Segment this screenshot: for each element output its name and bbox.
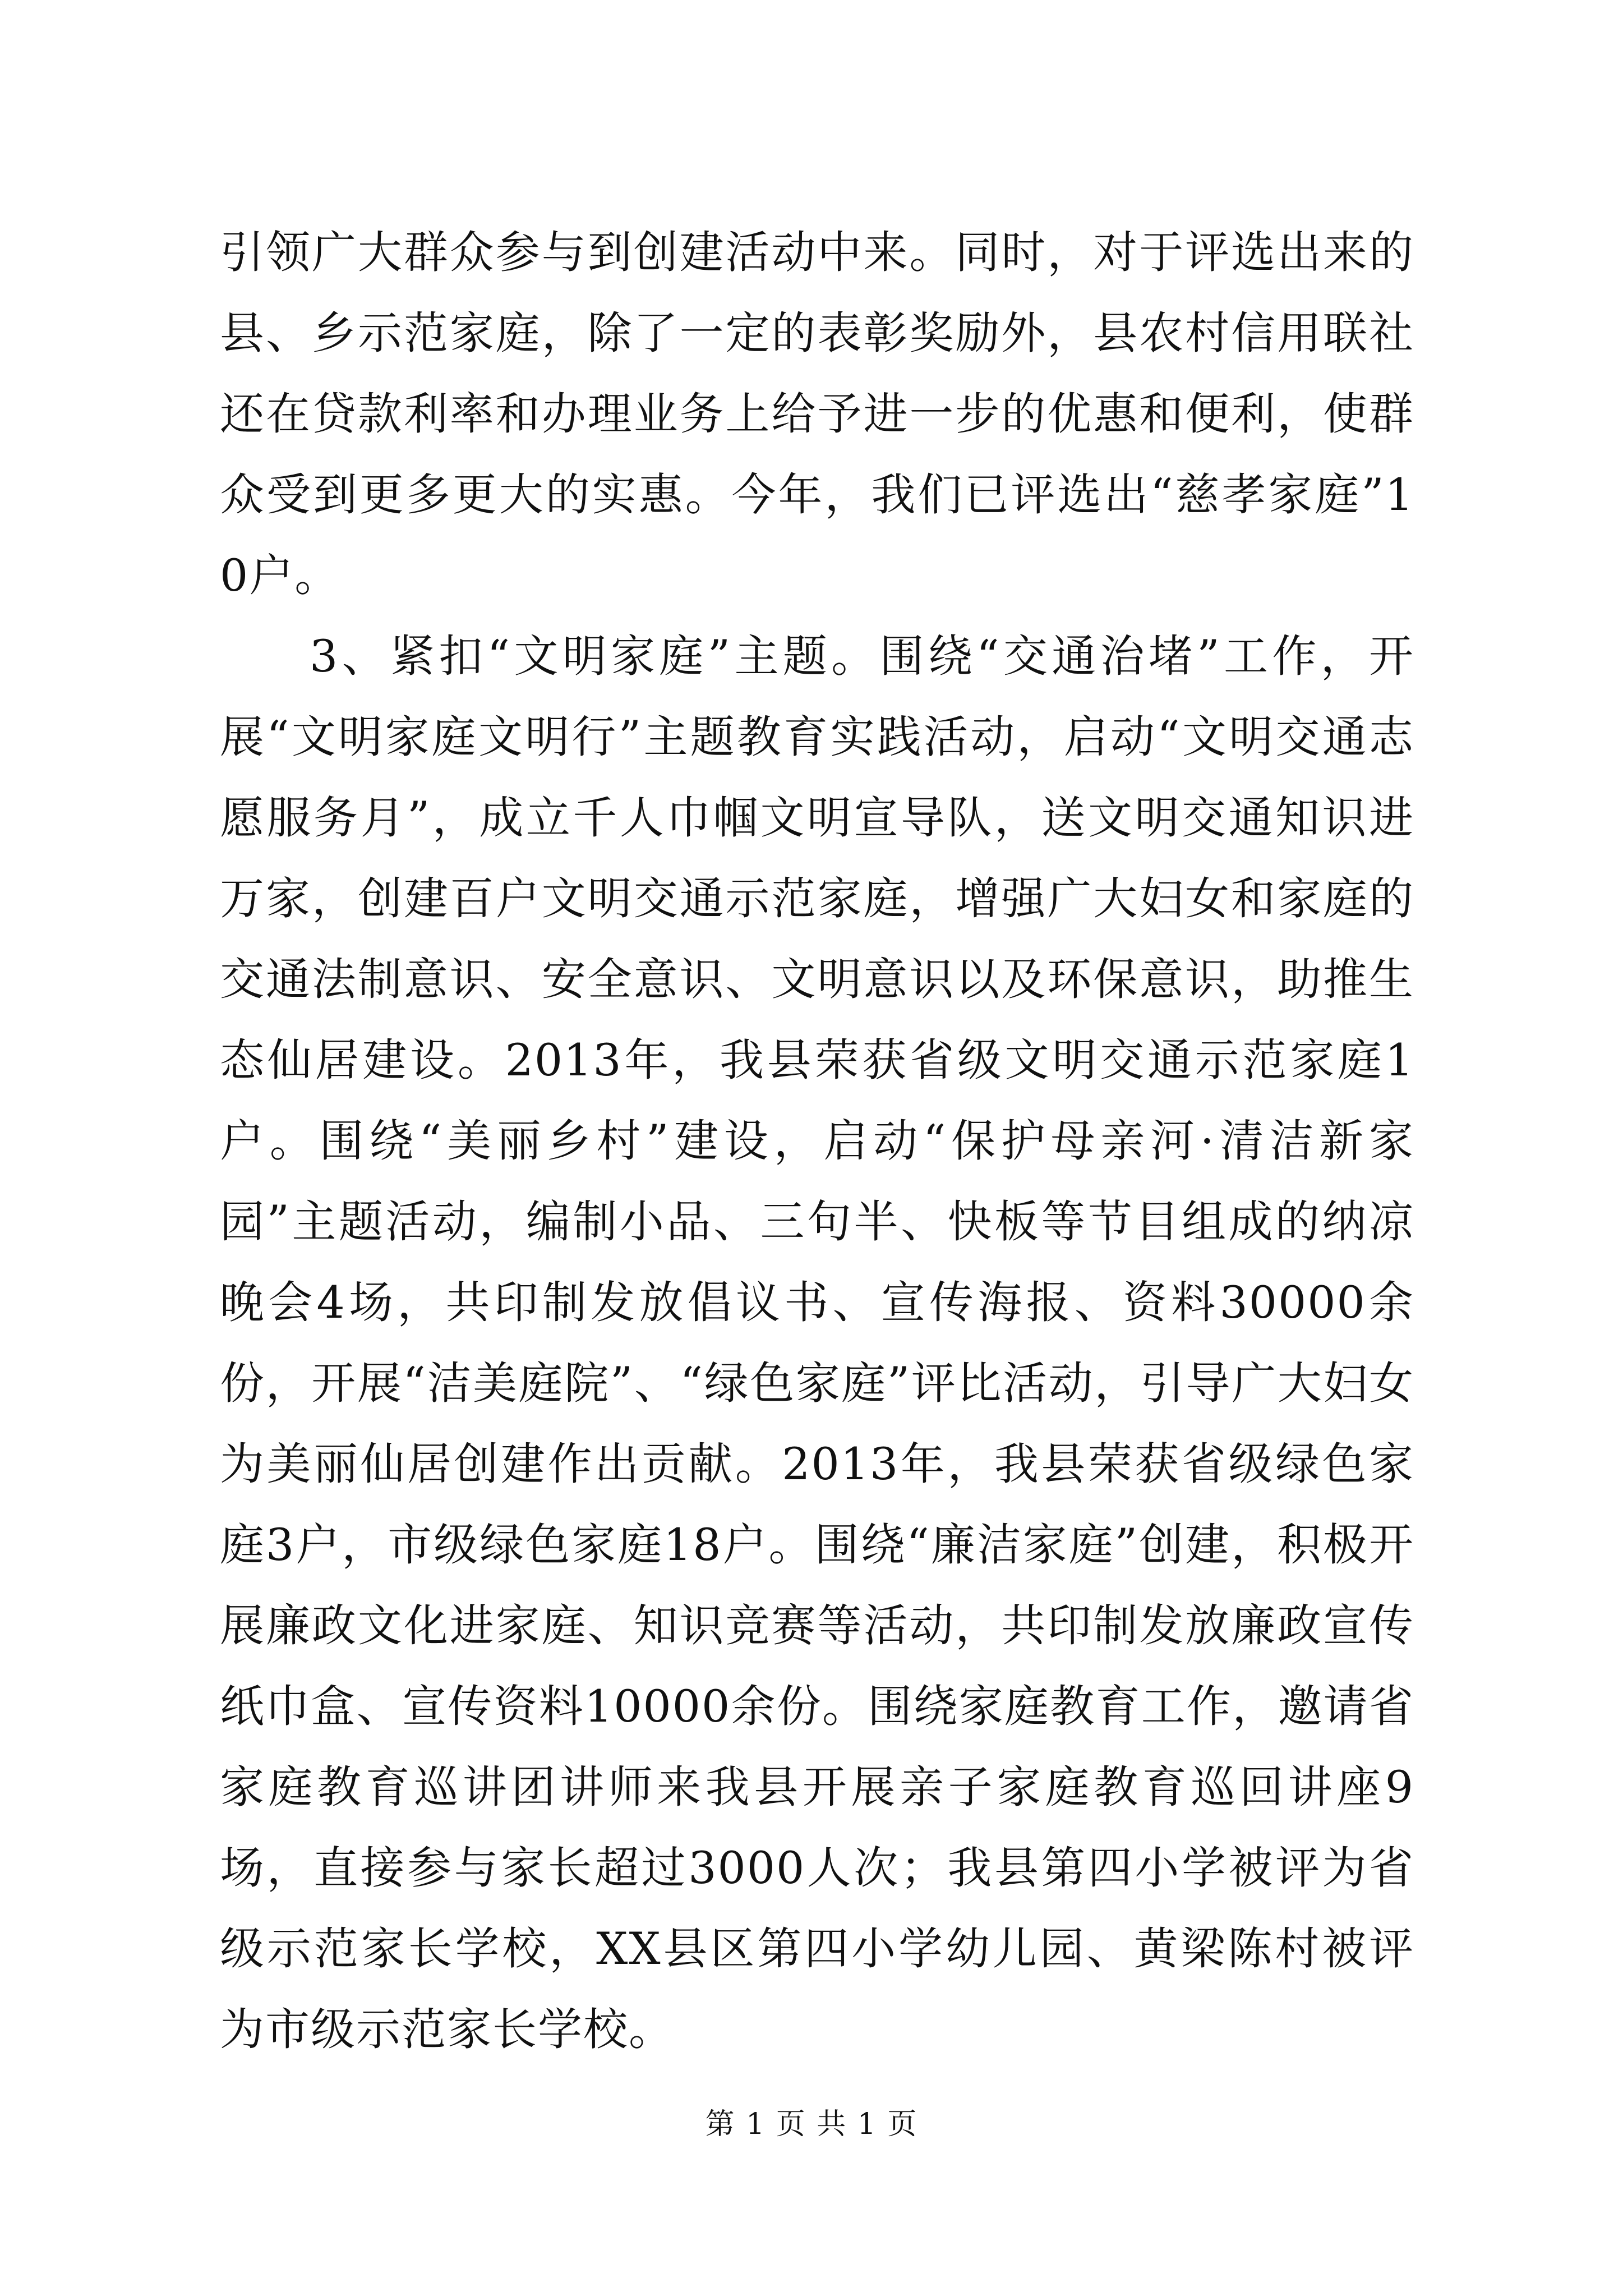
- paragraph-2: 3、紧扣“文明家庭”主题。围绕“交通治堵”工作，开展“文明家庭文明行”主题教育实践活动，启动“文明交通志愿服务月”，成立千人巾帼文明宣导队，送文明交通知识进万家，创建百户文明交通示范家庭，增强广大妇女和家庭的交通法制意识、安全意识、文明意识以及环保意识，助推生态仙居建设。2013年，我县荣获省级文明交通示范家庭1户。围绕“美丽乡村”建设，启动“保护母亲河·清洁新家园”主题活动，编制小品、三句半、快板等节目组成的纳凉晚会4场，共印制发放倡议书、宣传海报、资料30000余份，开展“洁美庭院”、“绿色家庭”评比活动，引导广大妇女为美丽仙居创建作出贡献。2013年，我县荣获省级绿色家庭3户，市级绿色家庭18户。围绕“廉洁家庭”创建，积极开展廉政文化进家庭、知识竞赛等活动，共印制发放廉政宣传纸巾盒、宣传资料10000余份。围绕家庭教育工作，邀请省家庭教育巡讲团讲师来我县开展亲子家庭教育巡回讲座9场，直接参与家长超过3000人次；我县第四小学被评为省级示范家长学校，XX县区第四小学幼儿园、黄梁陈村被评为市级示范家长学校。: [220, 631, 1414, 2055]
- paragraph-1: 引领广大群众参与到创建活动中来。同时，对于评选出来的县、乡示范家庭，除了一定的表彰奖励外，县农村信用联社还在贷款利率和办理业务上给予进一步的优惠和便利，使群众受到更多更大的实惠。今年，我们已评选出“慈孝家庭”10户。: [220, 227, 1414, 601]
- document-body: [220, 212, 1414, 2070]
- page-footer: 第 1 页 共 1 页: [705, 2108, 918, 2141]
